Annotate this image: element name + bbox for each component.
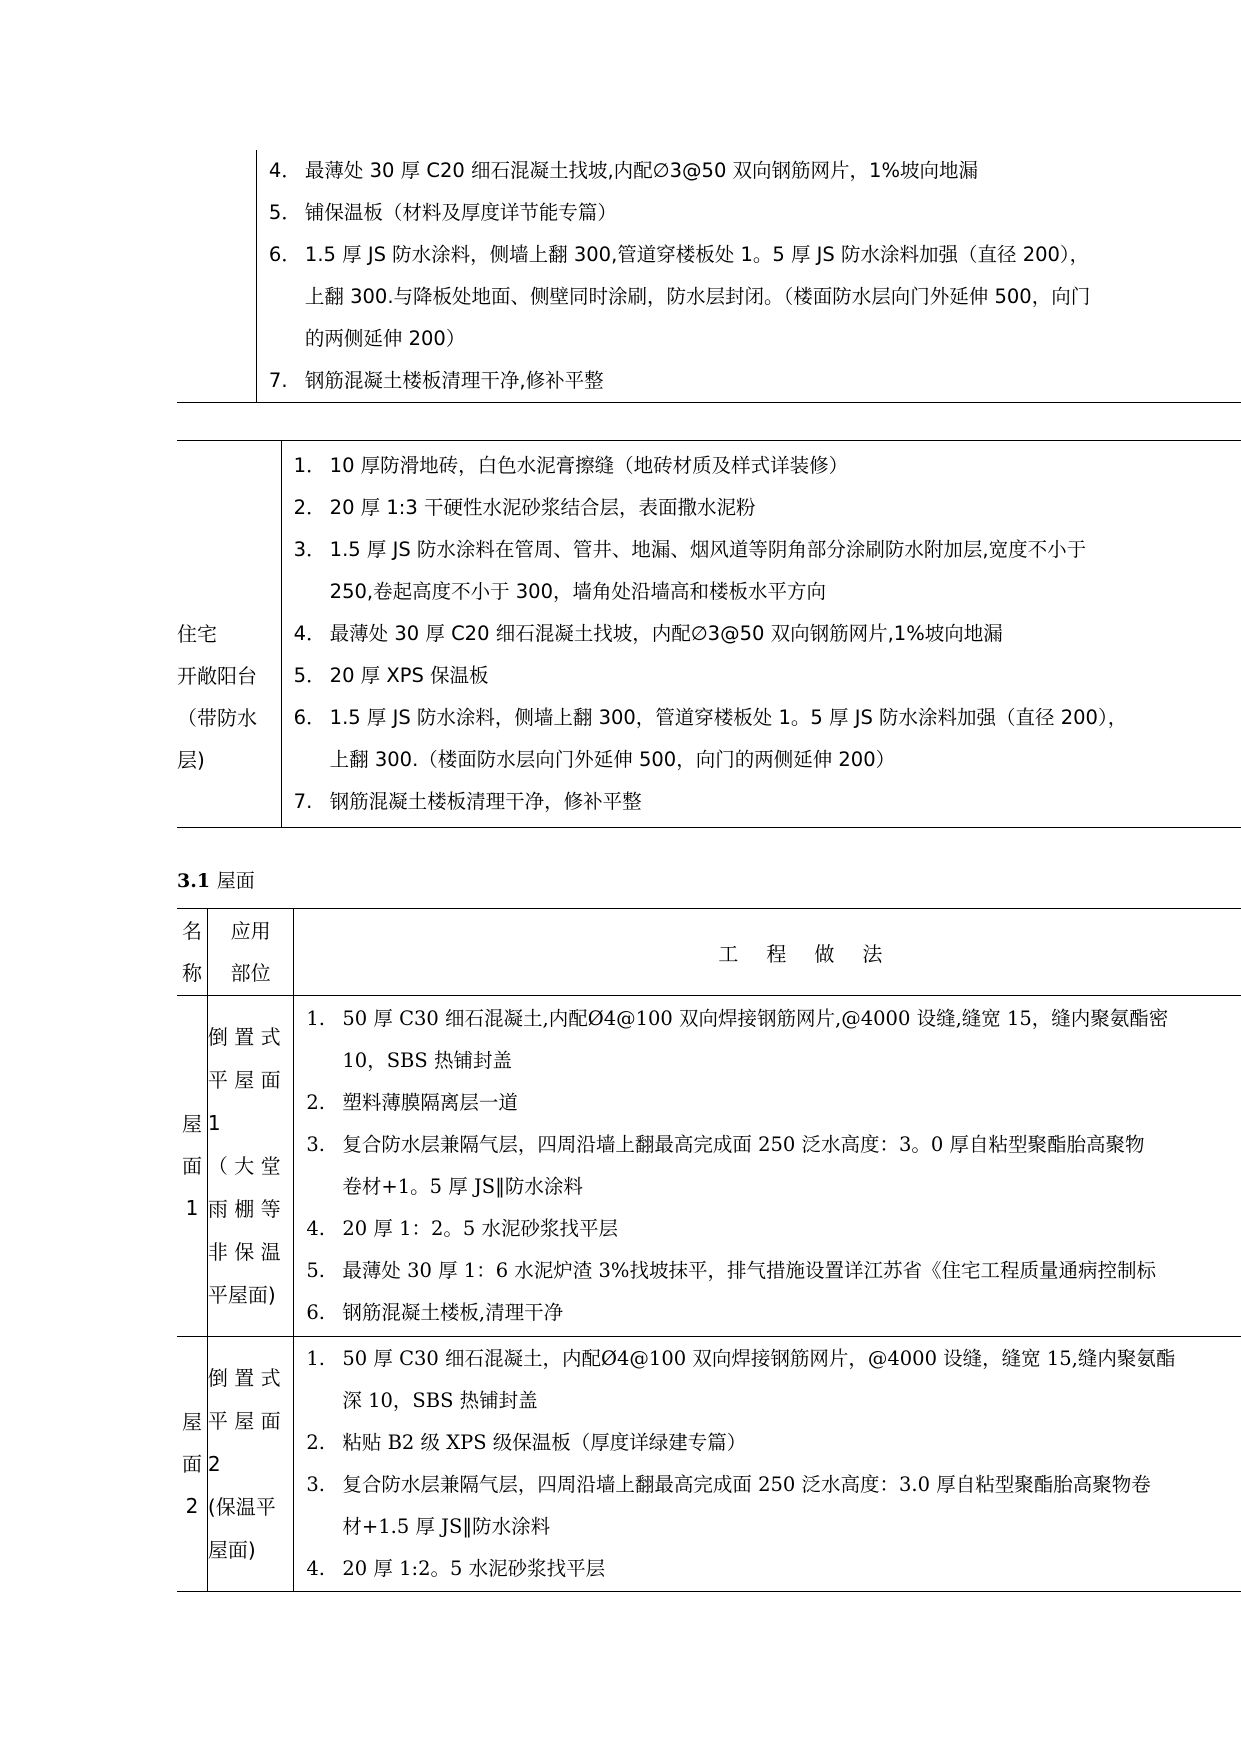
label-line: 屋 bbox=[181, 1410, 202, 1434]
roof-1-method bbox=[294, 996, 1241, 1337]
list-item bbox=[306, 1208, 1241, 1250]
item-text: 塑料薄膜隔离层一道 bbox=[342, 1091, 518, 1114]
item-text: 50 厚 C30 细石混凝土，内配Ø4@100 双向焊接钢筋网片，@4000 设缝，缝宽 15,缝内聚氨酯 bbox=[342, 1347, 1176, 1370]
method-lines bbox=[306, 1338, 1241, 1590]
list-item bbox=[306, 1464, 1241, 1506]
item-text: 20 厚 1:3 干硬性水泥砂浆结合层，表面撒水泥粉 bbox=[329, 496, 756, 519]
item-number: 3. bbox=[306, 1473, 325, 1496]
item-number: 6. bbox=[306, 1301, 325, 1324]
item-text: 深 10，SBS 热铺封盖 bbox=[342, 1389, 538, 1412]
item-text: 钢筋混凝土楼板,清理干净 bbox=[342, 1301, 564, 1324]
method-lines bbox=[306, 998, 1241, 1334]
label-line: (保温平 bbox=[207, 1494, 276, 1519]
list-item bbox=[294, 655, 1241, 697]
item-text: 20 厚 XPS 保温板 bbox=[329, 664, 489, 687]
floor-detail-table-continued bbox=[177, 150, 1241, 403]
item-text: 材+1.5 厚 JS‖防水涂料 bbox=[342, 1515, 551, 1538]
header-method bbox=[294, 909, 1241, 996]
label-line: 倒 置 式 bbox=[207, 1024, 281, 1049]
list-item bbox=[294, 697, 1241, 739]
header-part-line1: 应用 bbox=[230, 919, 271, 943]
item-text: 上翻 300.与降板处地面、侧壁同时涂刷，防水层封闭。（楼面防水层向门外延伸 500，向门 bbox=[304, 285, 1091, 308]
item-text: 最薄处 30 厚 1：6 水泥炉渣 3%找坡抹平，排气措施设置详江苏省《住宅工程质量通病控制标 bbox=[342, 1259, 1156, 1282]
item-text: 最薄处 30 厚 C20 细石混凝土找坡，内配∅3@50 双向钢筋网片,1%坡向地漏 bbox=[329, 622, 1003, 645]
item-number: 7. bbox=[268, 369, 288, 392]
method-lines bbox=[269, 150, 1241, 402]
list-item bbox=[306, 1082, 1241, 1124]
label-line: 住宅 bbox=[177, 622, 217, 646]
item-text: 10 厚防滑地砖，白色水泥膏擦缝（地砖材质及样式详装修） bbox=[329, 454, 849, 477]
item-number: 7. bbox=[293, 790, 313, 813]
header-part bbox=[207, 909, 293, 996]
section-title: 屋面 bbox=[216, 870, 255, 892]
section-heading bbox=[177, 866, 255, 893]
method-cell bbox=[256, 150, 1241, 403]
list-item bbox=[294, 571, 1241, 613]
item-number: 5． bbox=[293, 664, 326, 687]
roof-2-part bbox=[207, 1337, 293, 1592]
item-number: 5． bbox=[268, 201, 301, 224]
list-item bbox=[306, 1338, 1241, 1380]
label-line: （带防水 bbox=[177, 706, 257, 730]
list-item bbox=[269, 192, 1241, 234]
item-text: 20 厚 1:2。5 水泥砂浆找平层 bbox=[342, 1557, 606, 1580]
list-item bbox=[306, 1166, 1241, 1208]
item-text: 粘贴 B2 级 XPS 级保温板（厚度详绿建专篇） bbox=[342, 1431, 747, 1454]
list-item bbox=[269, 234, 1241, 276]
item-number: 2. bbox=[306, 1091, 325, 1114]
item-number: 4. bbox=[306, 1217, 325, 1240]
list-item bbox=[306, 1380, 1241, 1422]
item-text: 50 厚 C30 细石混凝土,内配Ø4@100 双向焊接钢筋网片,@4000 设缝,缝宽 15，缝内聚氨酯密 bbox=[342, 1007, 1169, 1030]
item-text: 1.5 厚 JS 防水涂料在管周、管井、地漏、烟风道等阴角部分涂刷防水附加层,宽度不小于 bbox=[329, 538, 1087, 561]
list-item bbox=[306, 1548, 1241, 1590]
roof-2-name-lines bbox=[177, 1401, 207, 1527]
label-line: 1 bbox=[207, 1110, 221, 1135]
header-name bbox=[177, 909, 207, 996]
list-item bbox=[294, 781, 1241, 823]
list-item bbox=[306, 998, 1241, 1040]
item-number: 1． bbox=[293, 454, 326, 477]
label-line: 平 屋 面 bbox=[207, 1408, 281, 1433]
roof-1-part bbox=[207, 996, 293, 1337]
item-number: 1. bbox=[306, 1347, 325, 1370]
section-number: 3.1 bbox=[177, 870, 211, 892]
item-number: 4． bbox=[293, 622, 326, 645]
item-number: 4. bbox=[306, 1557, 325, 1580]
item-text: 复合防水层兼隔气层，四周沿墙上翻最高完成面 250 泛水高度：3.0 厚自粘型聚酯胎高聚物卷 bbox=[342, 1473, 1151, 1496]
roof-1-part-lines bbox=[208, 1016, 293, 1317]
list-item bbox=[306, 1506, 1241, 1548]
balcony-method-cell bbox=[281, 441, 1241, 828]
label-cell-empty bbox=[177, 150, 256, 403]
item-text: 上翻 300.（楼面防水层向门外延伸 500，向门的两侧延伸 200） bbox=[329, 748, 896, 771]
item-text: 钢筋混凝土楼板清理干净,修补平整 bbox=[304, 369, 604, 392]
list-item bbox=[294, 445, 1241, 487]
item-number: 4． bbox=[268, 159, 301, 182]
item-text: 最薄处 30 厚 C20 细石混凝土找坡,内配∅3@50 双向钢筋网片，1%坡向地漏 bbox=[304, 159, 978, 182]
label-line: 倒 置 式 bbox=[207, 1365, 281, 1390]
item-text: 的两侧延伸 200） bbox=[304, 327, 466, 350]
item-number: 3． bbox=[293, 538, 326, 561]
roof-2-method bbox=[294, 1337, 1241, 1592]
item-text: 20 厚 1：2。5 水泥砂浆找平层 bbox=[342, 1217, 619, 1240]
list-item bbox=[306, 1124, 1241, 1166]
list-item bbox=[269, 150, 1241, 192]
label-line: 屋面) bbox=[207, 1537, 256, 1562]
item-number: 1. bbox=[306, 1007, 325, 1030]
list-item bbox=[294, 739, 1241, 781]
label-line: 2 bbox=[207, 1451, 221, 1476]
item-number: 5. bbox=[306, 1259, 325, 1282]
item-number: 6． bbox=[268, 243, 301, 266]
roof-table bbox=[177, 908, 1241, 1592]
balcony-detail-table bbox=[177, 440, 1241, 828]
label-line: 2 bbox=[185, 1494, 199, 1518]
label-line: 1 bbox=[185, 1196, 199, 1220]
label-line: 层) bbox=[177, 748, 205, 772]
item-text: 钢筋混凝土楼板清理干净，修补平整 bbox=[329, 790, 642, 813]
balcony-label bbox=[177, 613, 281, 772]
header-name-line2: 称 bbox=[181, 961, 202, 985]
list-item bbox=[294, 613, 1241, 655]
item-number: 3. bbox=[306, 1133, 325, 1156]
roof-2-name bbox=[177, 1337, 207, 1592]
item-number: 2． bbox=[293, 496, 326, 519]
item-text: 250,卷起高度不小于 300，墙角处沿墙高和楼板水平方向 bbox=[329, 580, 826, 603]
item-text: 铺保温板（材料及厚度详节能专篇） bbox=[304, 201, 617, 224]
balcony-label-cell bbox=[177, 441, 281, 828]
list-item bbox=[269, 276, 1241, 318]
item-text: 复合防水层兼隔气层，四周沿墙上翻最高完成面 250 泛水高度：3。0 厚自粘型聚酯胎高聚物 bbox=[342, 1133, 1145, 1156]
item-text: 10，SBS 热铺封盖 bbox=[342, 1049, 512, 1072]
list-item bbox=[306, 1422, 1241, 1464]
label-line: 面 bbox=[181, 1154, 202, 1178]
label-line: （ 大 堂 bbox=[207, 1153, 281, 1178]
list-item bbox=[306, 1040, 1241, 1082]
list-item bbox=[294, 487, 1241, 529]
label-line: 平屋面) bbox=[207, 1282, 276, 1307]
list-item bbox=[306, 1250, 1241, 1292]
header-method-label: 工程做法 bbox=[718, 941, 911, 966]
list-item bbox=[306, 1292, 1241, 1334]
label-line: 面 bbox=[181, 1452, 202, 1476]
item-text: 1.5 厚 JS 防水涂料，侧墙上翻 300,管道穿楼板处 1。5 厚 JS 防水涂料加强（直径 200）， bbox=[304, 243, 1090, 266]
label-line: 开敞阳台 bbox=[177, 664, 257, 688]
header-name-line1: 名 bbox=[181, 919, 202, 943]
item-number: 6． bbox=[293, 706, 326, 729]
roof-1-name bbox=[177, 996, 207, 1337]
label-line: 非 保 温 bbox=[207, 1239, 281, 1264]
label-line: 雨 棚 等 bbox=[207, 1196, 281, 1221]
list-item bbox=[269, 360, 1241, 402]
item-text: 1.5 厚 JS 防水涂料，侧墙上翻 300，管道穿楼板处 1。5 厚 JS 防水涂料加强（直径 200）， bbox=[329, 706, 1128, 729]
method-lines bbox=[294, 445, 1241, 823]
header-part-line2: 部位 bbox=[230, 961, 271, 985]
item-text: 卷材+1。5 厚 JS‖防水涂料 bbox=[342, 1175, 583, 1198]
item-number: 2. bbox=[306, 1431, 325, 1454]
roof-2-part-lines bbox=[208, 1357, 293, 1572]
label-line: 屋 bbox=[181, 1112, 202, 1136]
roof-1-name-lines bbox=[177, 1103, 207, 1229]
list-item bbox=[294, 529, 1241, 571]
list-item bbox=[269, 318, 1241, 360]
label-line: 平 屋 面 bbox=[207, 1067, 281, 1092]
